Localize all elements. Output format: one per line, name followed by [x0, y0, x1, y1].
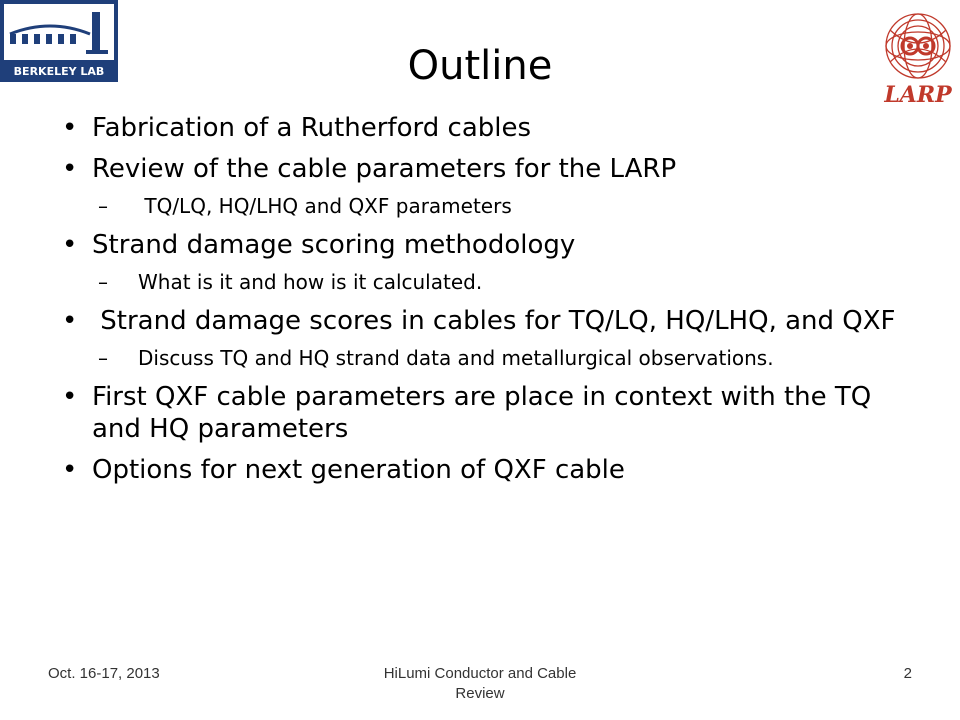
bullet-text: Review of the cable parameters for the LARP [92, 154, 677, 184]
bullet-dot-icon: • [62, 382, 78, 412]
bullet-dot-icon: • [62, 154, 78, 184]
bullet-item [56, 381, 916, 445]
bullet-text: Options for next generation of QXF cable [92, 455, 625, 485]
bullet-dot-icon: • [62, 455, 78, 485]
sub-bullet-text: Discuss TQ and HQ strand data and metallurgical observations. [138, 346, 774, 370]
bullet-text: First QXF cable parameters are place in context with the TQ and HQ parameters [92, 382, 872, 444]
footer-date: Oct. 16-17, 2013 [48, 665, 160, 682]
bullet-list [56, 112, 916, 495]
bullet-item [56, 305, 916, 337]
bullet-dot-icon: • [62, 306, 78, 336]
footer-title [0, 664, 960, 704]
dash-icon: – [98, 194, 108, 218]
sub-bullet-item [56, 346, 916, 371]
bullet-text: Fabrication of a Rutherford cables [92, 113, 532, 143]
larp-logo-text: LARP [884, 82, 952, 106]
berkeley-lab-logo-text: BERKELEY LAB [13, 65, 105, 78]
bullet-item [56, 454, 916, 486]
sub-bullet-text: TQ/LQ, HQ/LHQ and QXF parameters [138, 194, 512, 218]
bullet-dot-icon: • [62, 113, 78, 143]
bullet-text: Strand damage scores in cables for TQ/LQ, HQ/LHQ, and QXF [92, 306, 896, 336]
sub-bullet-item [56, 194, 916, 219]
bullet-dot-icon: • [62, 230, 78, 260]
bullet-item [56, 229, 916, 261]
slide-title: Outline [407, 43, 553, 89]
bullet-text: Strand damage scoring methodology [92, 230, 576, 260]
dash-icon: – [98, 346, 108, 370]
dash-icon: – [98, 270, 108, 294]
bullet-item [56, 153, 916, 185]
footer-title-text: HiLumi Conductor and Cable Review [383, 665, 577, 702]
sub-bullet-text: What is it and how is it calculated. [138, 270, 483, 294]
page-number: 2 [903, 665, 912, 682]
bullet-item [56, 112, 916, 144]
sub-bullet-item [56, 270, 916, 295]
